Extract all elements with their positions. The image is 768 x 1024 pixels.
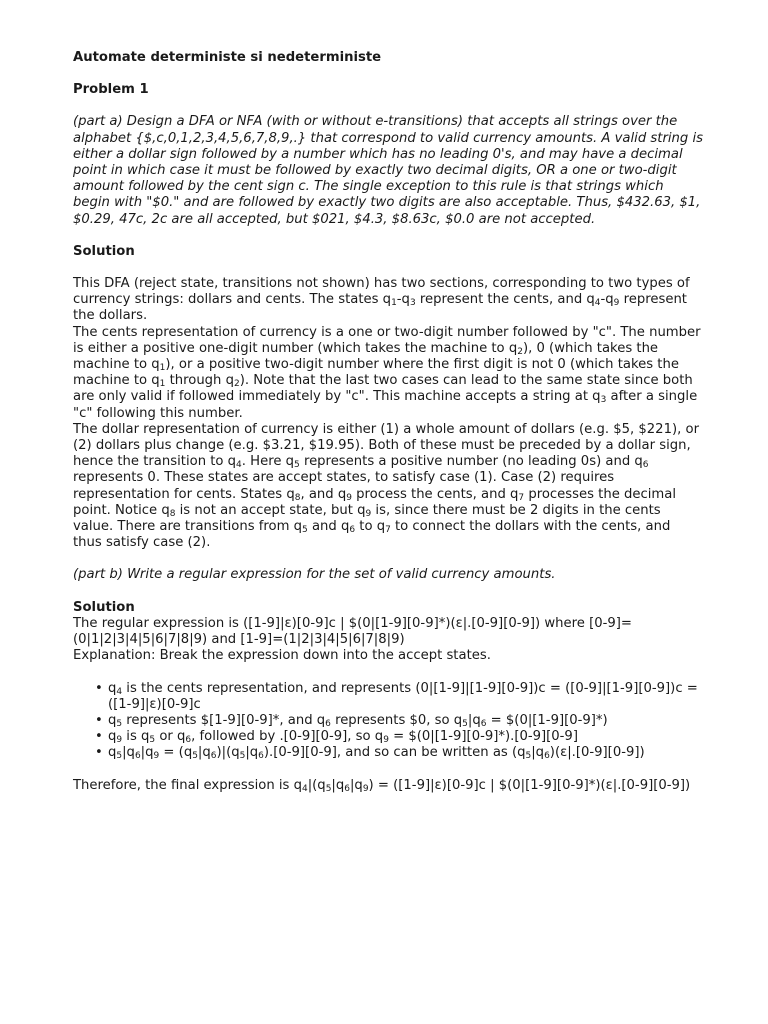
solution-paragraph-intro: This DFA (reject state, transitions not shown) has two sections, corresponding to two types of currency strings: dollars and cents. The states $q_1-q_3$ represent the cents, and $q_4-q_9$ represent the dollars. bbox=[73, 276, 690, 324]
list-item: • $q_4$ is the cents representation, and represents (0|[1-9]|[1-9][0-9])c = ([0-9]|[1-9][0-9])c = ([1-9]|ε)[0-9]c bbox=[95, 680, 698, 712]
bullet-icon: • bbox=[95, 680, 103, 696]
list-item: • $q_5$ represents $[1-9][0-9]*, and $q_6$ represents $0, so $q_5|q_6$ = $(0|[1-9][0-9]*) bbox=[95, 712, 608, 729]
bullet-icon: • bbox=[95, 729, 103, 745]
document-title: Automate deterministe si nedeterministe bbox=[73, 50, 382, 65]
part-a-text: (part a) Design a DFA or NFA (with or without e-transitions) that accepts all strings over the alphabet {$,c,0,1,2,3,4,5,6,7,8,9,.} that correspond to valid currency amounts. A valid string is either a dollar sign followed by a number which has no leading 0's, and may have a decimal point in which case it must be followed by exactly two decimal digits, OR a one or two-digit amount followed by the cent sign c. The single exception to this rule is that strings which begin with "$0." and are followed by exactly two digits are also acceptable. Thus, $432.63, $1, $0.29, 47c, 2c are all accepted, but $021, $4.3, $8.63c, $0.0 are not accepted. bbox=[73, 114, 703, 227]
solution-heading-1: Solution bbox=[73, 243, 135, 259]
bullet-icon: • bbox=[95, 745, 103, 761]
solution-paragraph-dollars: The dollar representation of currency is either (1) a whole amount of dollars (e.g. $5, $221), or (2) dollars plus change (e.g. $3.21, $19.95). Both of these must be preceded by a dollar sign, hence the transition to $q_4$. Here $q_5$ represents a positive number (no leading 0s) and $q_6$ represents 0. These states are accept states, to satisfy case (1). Case (2) requires representation for cents. States $q_8$, and $q_9$ process the cents, and $q_7$ processes the decimal point. Notice $q_8$ is not an accept state, but $q_9$ is, since there must be 2 digits in the cents value. There are transitions from $q_5$ and $q_6$ to $q_7$ to connect the dollars with the cents, and thus satisfy case (2). bbox=[73, 421, 699, 551]
accept-states-list bbox=[73, 681, 703, 762]
list-item: • $q_5|q_6|q_9 = (q_5|q_6)|(q_5|q_6).[0-9][0-9]$, and so can be written as $(q_5|q_6)(\varepsilon|.[0-9][0-9])$ bbox=[95, 745, 645, 762]
final-expression: Therefore, the final expression is $q_4|(q_5|q_6|q_9) = ([1-9]|\varepsilon)[0-9]c$ | $(0|[1-9][0-9]*)(ε|.[0-9][0-9]) bbox=[73, 777, 691, 794]
list-item: • $q_9$ is $q_5$ or $q_6$, followed by .[0-9][0-9], so $q_9$ = $(0|[1-9][0-9]*).[0-9][0-9] bbox=[95, 729, 578, 746]
part-b-text: (part b) Write a regular expression for the set of valid currency amounts. bbox=[73, 567, 556, 583]
problem-heading: Problem 1 bbox=[73, 82, 149, 98]
document-page bbox=[73, 50, 703, 794]
solution-paragraph-cents: The cents representation of currency is a one or two-digit number followed by "c". The number is either a positive one-digit number (which takes the machine to $q_2$), 0 (which takes the machine to $q_1$), or a positive two-digit number where the first digit is not 0 (which takes the machine to $q_1$ through $q_2$). Note that the last two cases can lead to the same state since both are only valid if followed immediately by "c". This machine accepts a string at $q_3$ after a single "c" following this number. bbox=[73, 324, 701, 421]
solution-heading-2: Solution bbox=[73, 599, 135, 615]
explanation-line: Explanation: Break the expression down into the accept states. bbox=[73, 648, 491, 664]
regex-paragraph: The regular expression is ([1-9]|ε)[0-9]c | $(0|[1-9][0-9]*)(ε|.[0-9][0-9]) where [0-9]=(0|1|2|3|4|5|6|7|8|9) and [1-9]=(1|2|3|4|5|6|7|8|9) bbox=[73, 615, 632, 648]
bullet-icon: • bbox=[95, 712, 103, 728]
